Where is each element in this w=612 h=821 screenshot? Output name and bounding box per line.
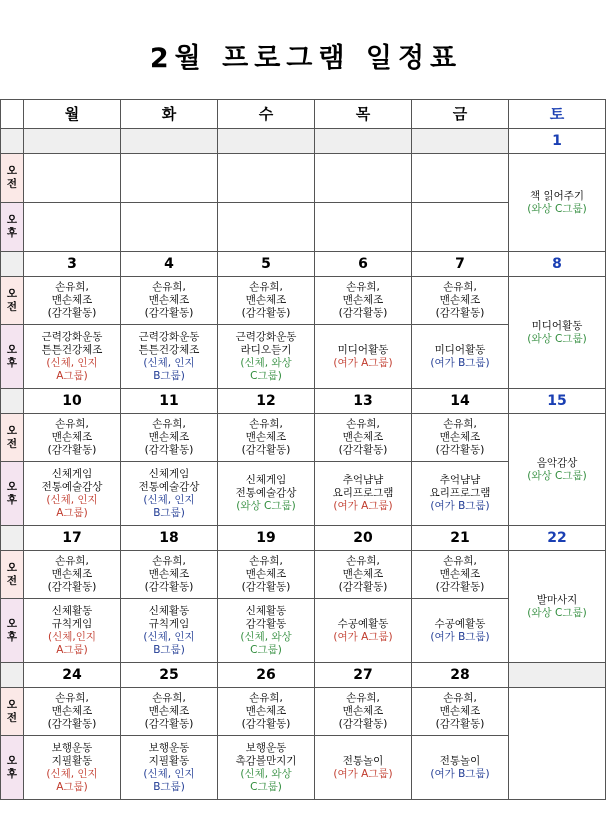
activity-text: 요리프로그램 [429, 487, 491, 499]
am-activity-cell [412, 277, 509, 325]
am-row [1, 551, 606, 599]
activity-text: 손유희, [152, 418, 186, 430]
activity-text: 지필활동 [51, 754, 93, 767]
am-activity-cell [412, 154, 509, 203]
activity-text: 미디어활동 [434, 343, 486, 356]
activity-text: 보행운동 [245, 741, 287, 754]
am-label-char: 오 [6, 561, 18, 574]
activity-text: 손유희, [152, 555, 186, 567]
am-row [1, 154, 606, 203]
pm-activity-cell [412, 203, 509, 252]
activity-text: 손유희, [346, 281, 380, 293]
group-label: (신체, 인지 [46, 767, 98, 780]
corner-cell [1, 100, 24, 129]
pm-activity-cell [218, 736, 315, 800]
activity-text: 맨손체조 [148, 431, 190, 443]
activity-text: 손유희, [152, 692, 186, 704]
am-label [1, 154, 24, 203]
am-row [1, 414, 606, 462]
group-label: (신체, 와상 [240, 356, 292, 369]
pm-label-char: 오 [6, 343, 18, 356]
day-header-mon: 월 [24, 100, 121, 129]
date-row-corner [1, 129, 24, 154]
am-activity-cell [315, 688, 412, 736]
activity-text: (감각활동) [241, 581, 291, 593]
group-label: (신체, 인지 [46, 493, 98, 506]
activity-text: 신체게임 [51, 467, 93, 480]
am-activity-cell [218, 277, 315, 325]
group-label: (신체, 인지 [143, 630, 195, 643]
activity-text: 손유희, [55, 555, 89, 567]
pm-activity-cell [121, 736, 218, 800]
date-number [315, 129, 412, 154]
date-number: 17 [24, 526, 121, 551]
activity-text: 손유희, [55, 418, 89, 430]
pm-activity-cell [412, 462, 509, 526]
date-number: 7 [412, 252, 509, 277]
group-label: (신체, 인지 [143, 767, 195, 780]
pm-activity-cell [218, 203, 315, 252]
pm-activity-cell [412, 325, 509, 389]
date-number [412, 129, 509, 154]
pm-label-char: 후 [6, 767, 18, 780]
date-row-corner [1, 252, 24, 277]
schedule-table [0, 99, 606, 800]
am-activity-cell [315, 414, 412, 462]
saturday-cell [509, 688, 606, 800]
activity-text: 맨손체조 [148, 294, 190, 306]
pm-label-char: 오 [6, 214, 18, 226]
saturday-group: (와상 C그룹) [527, 202, 587, 215]
pm-label-char: 오 [6, 754, 18, 767]
activity-text: 미디어활동 [337, 343, 389, 356]
activity-text: 손유희, [346, 418, 380, 430]
am-label-char: 전 [6, 437, 18, 450]
pm-activity-cell [218, 599, 315, 663]
activity-text: 맨손체조 [245, 431, 287, 443]
activity-text: (감각활동) [241, 307, 291, 319]
date-number: 4 [121, 252, 218, 277]
am-activity-cell [315, 551, 412, 599]
am-activity-cell [24, 277, 121, 325]
group-label: (여가 B그룹) [430, 767, 490, 780]
activity-text: 손유희, [249, 555, 283, 567]
date-number [218, 129, 315, 154]
activity-text: 감각활동 [245, 617, 287, 630]
pm-label-char: 오 [6, 480, 18, 493]
pm-activity-cell [412, 736, 509, 800]
activity-text: 손유희, [443, 281, 477, 293]
activity-text: (감각활동) [338, 444, 388, 456]
activity-text: (감각활동) [338, 718, 388, 730]
saturday-cell [509, 551, 606, 663]
activity-text: 보행운동 [51, 741, 93, 754]
activity-text: 손유희, [443, 418, 477, 430]
group-label: (신체, 인지 [46, 356, 98, 369]
date-number: 12 [218, 389, 315, 414]
am-activity-cell [218, 154, 315, 203]
day-header-row [1, 100, 606, 129]
activity-text: 근력강화운동 [41, 330, 103, 343]
date-number: 1 [509, 129, 606, 154]
activity-text: 촉감볼만지기 [235, 754, 297, 767]
activity-text: 신체게임 [245, 474, 287, 486]
pm-activity-cell [315, 736, 412, 800]
group-label: B그룹) [153, 780, 185, 793]
day-header-fri: 금 [412, 100, 509, 129]
am-label [1, 688, 24, 736]
saturday-group: (와상 C그룹) [527, 332, 587, 345]
pm-label-char: 후 [6, 493, 18, 506]
am-label-char: 오 [6, 698, 18, 711]
pm-label [1, 325, 24, 389]
activity-text: (감각활동) [435, 581, 485, 593]
activity-text: 손유희, [55, 692, 89, 704]
pm-label-char: 후 [6, 356, 18, 369]
date-number: 20 [315, 526, 412, 551]
date-number [121, 129, 218, 154]
group-label: (여가 B그룹) [430, 500, 490, 512]
am-activity-cell [24, 154, 121, 203]
saturday-activity: 음악감상 [536, 456, 578, 469]
activity-text: 신체게임 [148, 467, 190, 480]
activity-text: (감각활동) [144, 581, 194, 593]
activity-text: (감각활동) [435, 307, 485, 319]
pm-label [1, 599, 24, 663]
activity-text: (감각활동) [47, 718, 97, 730]
activity-text: 손유희, [346, 555, 380, 567]
pm-activity-cell [315, 599, 412, 663]
pm-activity-cell [315, 462, 412, 526]
date-number: 26 [218, 663, 315, 688]
am-label-char: 오 [6, 287, 18, 300]
activity-text: 맨손체조 [439, 568, 481, 580]
date-number: 5 [218, 252, 315, 277]
activity-text: 맨손체조 [439, 705, 481, 717]
activity-text: 튼튼건강체조 [41, 343, 103, 356]
activity-text: 맨손체조 [342, 431, 384, 443]
am-activity-cell [412, 688, 509, 736]
activity-text: 맨손체조 [245, 568, 287, 580]
am-activity-cell [24, 414, 121, 462]
activity-text: (감각활동) [241, 718, 291, 730]
pm-activity-cell [315, 325, 412, 389]
am-label-char: 오 [6, 165, 18, 177]
activity-text: 라디오듣기 [240, 343, 292, 356]
pm-activity-cell [121, 325, 218, 389]
activity-text: 튼튼건강체조 [138, 343, 200, 356]
pm-activity-cell [24, 736, 121, 800]
am-label-char: 전 [6, 711, 18, 724]
am-activity-cell [121, 414, 218, 462]
am-activity-cell [315, 154, 412, 203]
pm-activity-cell [24, 325, 121, 389]
activity-text: 근력강화운동 [138, 330, 200, 343]
group-label: A그룹) [56, 506, 88, 519]
date-number: 14 [412, 389, 509, 414]
pm-activity-cell [218, 462, 315, 526]
activity-text: 규칙게임 [51, 617, 93, 630]
am-activity-cell [121, 551, 218, 599]
group-label: C그룹) [250, 780, 282, 793]
activity-text: 추억냠냠 [342, 474, 384, 486]
pm-label-char: 후 [6, 630, 18, 643]
date-number: 19 [218, 526, 315, 551]
date-row-corner [1, 526, 24, 551]
group-label: (여가 A그룹) [333, 500, 393, 512]
pm-activity-cell [218, 325, 315, 389]
activity-text: 맨손체조 [439, 294, 481, 306]
am-label-char: 전 [6, 178, 18, 190]
activity-text: 전통예술감상 [235, 487, 297, 499]
am-label [1, 551, 24, 599]
group-label: B그룹) [153, 506, 185, 519]
group-label: B그룹) [153, 643, 185, 656]
am-activity-cell [121, 277, 218, 325]
date-number: 28 [412, 663, 509, 688]
am-label-char: 전 [6, 300, 18, 313]
pm-activity-cell [24, 462, 121, 526]
am-activity-cell [315, 277, 412, 325]
day-header-tue: 화 [121, 100, 218, 129]
day-header-sat: 토 [509, 100, 606, 129]
activity-text: 맨손체조 [439, 431, 481, 443]
activity-text: (감각활동) [435, 718, 485, 730]
group-label: (여가 B그룹) [430, 630, 490, 643]
date-number: 11 [121, 389, 218, 414]
activity-text: 맨손체조 [342, 568, 384, 580]
am-activity-cell [218, 551, 315, 599]
activity-text: (감각활동) [144, 444, 194, 456]
saturday-activity: 책 읽어주기 [529, 189, 585, 202]
activity-text: (감각활동) [47, 444, 97, 456]
activity-text: 전통놀이 [439, 754, 481, 767]
date-number: 27 [315, 663, 412, 688]
date-row [1, 526, 606, 551]
date-number: 18 [121, 526, 218, 551]
date-number [24, 129, 121, 154]
activity-text: 수공예활동 [337, 617, 389, 630]
am-activity-cell [121, 688, 218, 736]
am-activity-cell [24, 551, 121, 599]
pm-activity-cell [24, 203, 121, 252]
activity-text: 맨손체조 [51, 294, 93, 306]
day-header-wed: 수 [218, 100, 315, 129]
am-activity-cell [412, 414, 509, 462]
group-label: (여가 A그룹) [333, 767, 393, 780]
activity-text: 맨손체조 [148, 705, 190, 717]
activity-text: 손유희, [443, 555, 477, 567]
am-label [1, 277, 24, 325]
date-number: 21 [412, 526, 509, 551]
date-number [509, 663, 606, 688]
am-label-char: 오 [6, 424, 18, 437]
group-label: (여가 B그룹) [430, 356, 490, 369]
pm-label [1, 462, 24, 526]
activity-text: 추억냠냠 [439, 474, 481, 486]
activity-text: (감각활동) [338, 581, 388, 593]
saturday-cell [509, 414, 606, 526]
am-row [1, 277, 606, 325]
activity-text: 손유희, [249, 418, 283, 430]
activity-text: 규칙게임 [148, 617, 190, 630]
activity-text: 지필활동 [148, 754, 190, 767]
date-row [1, 129, 606, 154]
activity-text: 전통예술감상 [138, 480, 200, 493]
pm-activity-cell [121, 599, 218, 663]
date-row-corner [1, 389, 24, 414]
saturday-activity: 미디어활동 [531, 319, 583, 332]
date-row [1, 663, 606, 688]
am-label-char: 전 [6, 574, 18, 587]
activity-text: 수공예활동 [434, 617, 486, 630]
saturday-cell [509, 154, 606, 252]
group-label: (신체,인지 [47, 630, 96, 643]
saturday-group: (와상 C그룹) [527, 469, 587, 482]
group-label: (여가 A그룹) [333, 356, 393, 369]
group-label: (신체, 인지 [143, 493, 195, 506]
activity-text: 맨손체조 [245, 294, 287, 306]
activity-text: 신체활동 [148, 604, 190, 617]
am-activity-cell [24, 688, 121, 736]
activity-text: 맨손체조 [342, 294, 384, 306]
activity-text: 손유희, [249, 692, 283, 704]
group-label: B그룹) [153, 369, 185, 382]
activity-text: (감각활동) [47, 307, 97, 319]
group-label: (여가 A그룹) [333, 630, 393, 643]
am-row [1, 688, 606, 736]
date-row [1, 252, 606, 277]
am-activity-cell [218, 688, 315, 736]
activity-text: 맨손체조 [51, 705, 93, 717]
day-header-thu: 목 [315, 100, 412, 129]
activity-text: 맨손체조 [245, 705, 287, 717]
date-number: 15 [509, 389, 606, 414]
activity-text: 신체활동 [245, 604, 287, 617]
activity-text: (감각활동) [47, 581, 97, 593]
group-label: C그룹) [250, 369, 282, 382]
am-activity-cell [218, 414, 315, 462]
am-activity-cell [121, 154, 218, 203]
group-label: A그룹) [56, 780, 88, 793]
activity-text: (감각활동) [338, 307, 388, 319]
date-number: 13 [315, 389, 412, 414]
activity-text: 손유희, [443, 692, 477, 704]
page-title: 2월 프로그램 일정표 [149, 43, 463, 74]
activity-text: 손유희, [346, 692, 380, 704]
group-label: (신체, 와상 [240, 630, 292, 643]
activity-text: 전통예술감상 [41, 480, 103, 493]
saturday-group: (와상 C그룹) [527, 606, 587, 619]
pm-activity-cell [24, 599, 121, 663]
activity-text: 근력강화운동 [235, 330, 297, 343]
date-number: 3 [24, 252, 121, 277]
date-number: 22 [509, 526, 606, 551]
pm-activity-cell [412, 599, 509, 663]
activity-text: 맨손체조 [51, 431, 93, 443]
activity-text: 보행운동 [148, 741, 190, 754]
pm-label-char: 후 [6, 227, 18, 239]
am-activity-cell [412, 551, 509, 599]
activity-text: (감각활동) [144, 307, 194, 319]
date-row-corner [1, 663, 24, 688]
pm-activity-cell [315, 203, 412, 252]
pm-activity-cell [121, 203, 218, 252]
date-number: 25 [121, 663, 218, 688]
date-number: 24 [24, 663, 121, 688]
pm-label-char: 오 [6, 617, 18, 630]
activity-text: 맨손체조 [148, 568, 190, 580]
activity-text: 맨손체조 [342, 705, 384, 717]
activity-text: 손유희, [152, 281, 186, 293]
group-label: A그룹) [56, 369, 88, 382]
activity-text: (감각활동) [435, 444, 485, 456]
activity-text: (감각활동) [241, 444, 291, 456]
date-number: 10 [24, 389, 121, 414]
date-row [1, 389, 606, 414]
pm-activity-cell [121, 462, 218, 526]
pm-label [1, 203, 24, 252]
date-number: 8 [509, 252, 606, 277]
date-number: 6 [315, 252, 412, 277]
group-label: C그룹) [250, 643, 282, 656]
group-label: A그룹) [56, 643, 88, 656]
saturday-activity: 발마사지 [536, 593, 578, 606]
activity-text: 맨손체조 [51, 568, 93, 580]
activity-text: 손유희, [55, 281, 89, 293]
activity-text: 전통놀이 [342, 754, 384, 767]
saturday-cell [509, 277, 606, 389]
group-label: (신체, 인지 [143, 356, 195, 369]
activity-text: (감각활동) [144, 718, 194, 730]
group-label: (신체, 와상 [240, 767, 292, 780]
group-label: (와상 C그룹) [236, 500, 296, 512]
activity-text: 신체활동 [51, 604, 93, 617]
pm-label [1, 736, 24, 800]
activity-text: 손유희, [249, 281, 283, 293]
activity-text: 요리프로그램 [332, 487, 394, 499]
am-label [1, 414, 24, 462]
